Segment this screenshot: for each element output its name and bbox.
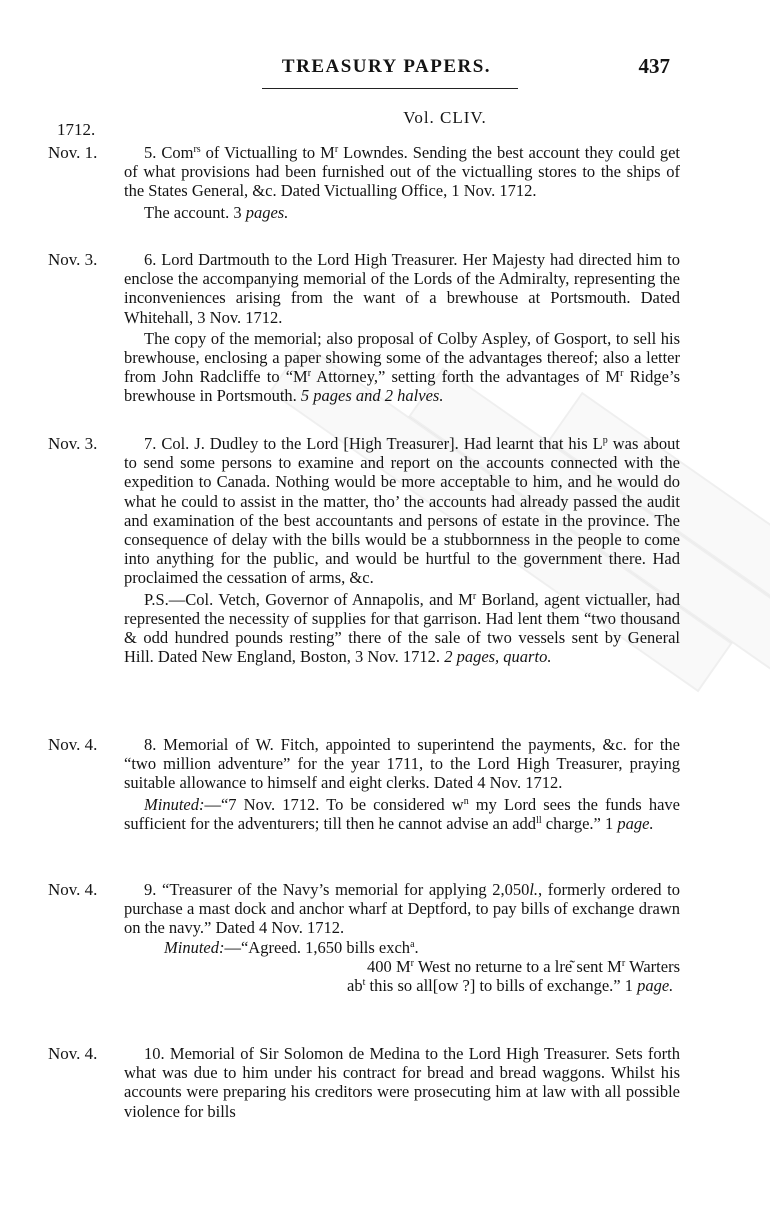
entry-date: Nov. 1. bbox=[48, 143, 98, 162]
volume-heading: Vol. CLIV. bbox=[403, 108, 487, 127]
year-label: 1712. bbox=[57, 120, 96, 139]
entry-body bbox=[124, 250, 680, 406]
entry-text: 9. “Treasurer of the Navy’s memorial for applying 2,050l., formerly ordered to purchase a mast dock and anchor wharf at Deptford, to pay bills of exchange drawn on the navy.” Dated 4 Nov. 1712. bbox=[124, 880, 680, 938]
entry-body bbox=[124, 434, 680, 666]
entry-text: 8. Memorial of W. Fitch, appointed to superintend the payments, &c. for the “two million adventure” for the year 1711, to the Lord High Treasurer, praying suitable allowance to himself and eight clerks. Dated 4 Nov. 1712. bbox=[124, 735, 680, 793]
entry-note: P.S.—Col. Vetch, Governor of Annapolis, and $M^r$ Borland, agent victualler, had represented the necessity of supplies for that garrison. Had lent them “two thousand & odd hundred pounds resting” there of the sale of two vessels sent by General Hill. Dated New England, Boston, 3 Nov. 1712. 2 pages, quarto. bbox=[124, 589, 680, 667]
running-header bbox=[95, 52, 678, 88]
entry-body bbox=[124, 1044, 680, 1121]
entry-note: The account. 3 pages. bbox=[144, 202, 289, 222]
entry-body bbox=[124, 143, 680, 222]
entry-text: 6. Lord Dartmouth to the Lord High Treasurer. Her Majesty had directed him to enclose the accompanying memorial of the Lords of the Admiralty, representing the inconveniences arising from the want of a brewhouse at Portsmouth. Dated Whitehall, 3 Nov. 1712. bbox=[124, 250, 680, 327]
entry-date: Nov. 4. bbox=[48, 735, 98, 754]
entry-note: The copy of the memorial; also proposal of Colby Aspley, of Gosport, to sell his brewhouse, enclosing a paper showing some of the advantages thereof; also a letter from John Radcliffe to “$M^r$ Attorney,” setting forth the advantages of $M^r$ Ridge’s brewhouse in Portsmouth. 5 pages and 2 halves. bbox=[124, 328, 680, 406]
entry-text: 10. Memorial of Sir Solomon de Medina to the Lord High Treasurer. Sets forth what was due to him under his contract for bread and bread waggons. Whilst his accounts were preparing his creditors were prosecuting him at law with all possible violence for bills bbox=[124, 1044, 680, 1121]
entry-text: 5. Com$^{rs}$ of Victualling to $M^r$ Lowndes. Sending the best account they could get of what provisions had been furnished out of the victualling stores to the ships of the States General, &c. Dated Victualling Office, 1 Nov. 1712. bbox=[124, 143, 681, 201]
entry-note: Minuted:—“7 Nov. 1712. To be considered $w^n$ my Lord sees the funds have sufficient for the adventurers; till then he cannot advise an add$^{ll}$ charge.” 1 page. bbox=[124, 794, 680, 833]
entry-minute-detail: 400 $M^r$ West no returne to a lre͂ sent $M^r$ Warters $ab^t$ this so all[ow ?] to bills of exchange.” 1 page. bbox=[347, 956, 680, 996]
running-title: TREASURY PAPERS. bbox=[281, 56, 492, 77]
entry-date: Nov. 4. bbox=[48, 1044, 98, 1063]
page-number: 437 bbox=[638, 54, 670, 78]
entry-body bbox=[124, 880, 680, 995]
entry-minute: Minuted:—“Agreed. 1,650 bills exch$^a$. bbox=[164, 937, 419, 957]
entry-date: Nov. 3. bbox=[48, 434, 98, 453]
entry-body bbox=[124, 735, 680, 833]
entry-text: 7. Col. J. Dudley to the Lord [High Treasurer]. Had learnt that his $L^p$ was about to send some persons to examine and report on the accounts connected with the expedition to Canada. Nothing would be more acceptable to him, and he would do what he could to assist in the matter, tho’ the accounts had already passed the audit and examination of the best accountants and persons of estate in the province. The consequence of delay with the bills would be a stubbornness in the people to come into anything for the public, and would be hurtful to the government there. Had proclaimed the cessation of arms, &c. bbox=[124, 434, 680, 588]
entry-date: Nov. 3. bbox=[48, 250, 98, 269]
entry-date: Nov. 4. bbox=[48, 880, 98, 899]
header-rule bbox=[262, 88, 518, 89]
